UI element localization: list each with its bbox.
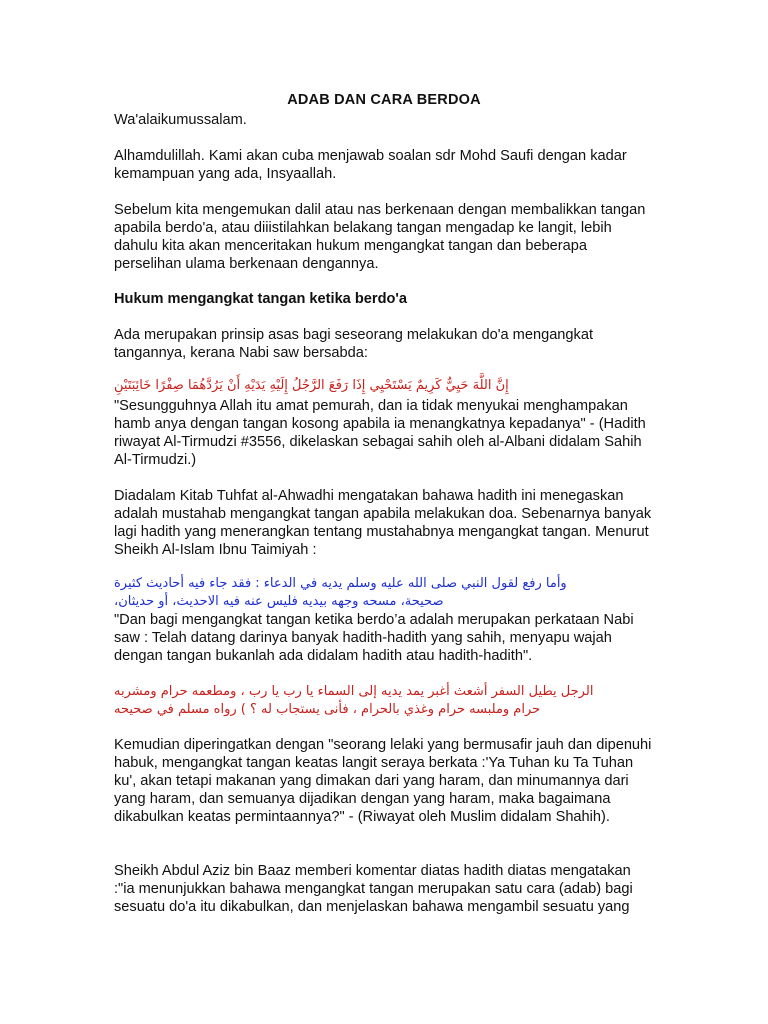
arabic-hadith-3 [114,683,654,719]
arabic-hadith-3-line-1: الرجل يطيل السفر أشعث أغبر يمد يديه إلى السماء يا رب يا رب ، ومطعمه حرام ومشربه [114,684,594,699]
translation-1 [114,397,654,469]
paragraph-1 [114,201,654,273]
paragraph-5 [114,862,654,916]
paragraph-4-text: Kemudian diperingatkan dengan "seorang lelaki yang bermusafir jauh dan dipenuhi habuk, mengangkat tangan keatas langit seraya berkata :'Ya Tuhan ku Ta Tuhan ku', akan tetapi makanan yang dimakan dari yang haram, dan minumannya dari yang haram, dan semuanya dijadikan dengan yang haram, maka bagaimana dikabulkan keatas permintaannya?" - (Riwayat oleh Muslim didalam Shahih). [114,737,652,825]
arabic-hadith-1 [114,377,654,395]
paragraph-5-text: Sheikh Abdul Aziz bin Baaz memberi komentar diatas hadith diatas mengatakan :"ia menunjukkan bahawa mengangkat tangan merupakan satu cara (adab) bagi sesuatu do'a itu dikabulkan, dan menjelaskan bahawa mengambil sesuatu yang [114,863,633,915]
paragraph-1-text: Sebelum kita mengemukan dalil atau nas berkenaan dengan membalikkan tangan apabila berdo'a, atau diiistilahkan belakang tangan mengadap ke langit, lebih dahulu kita akan menceritakan hukum mengangkat tangan dan beberapa perselihan ulama berkenaan dengannya. [114,202,646,272]
paragraph-4 [114,736,654,826]
paragraph-3-text: Diadalam Kitab Tuhfat al-Ahwadhi mengatakan bahawa hadith ini menegaskan adalah mustahab mengangkat tangan apabila melakukan doa. Sebenarnya banyak lagi hadith yang menerangkan tentang mustahabnya mengangkat tangan. Menurut Sheikh Al-Islam Ibnu Taimiyah : [114,488,652,558]
greeting-paragraph [114,111,654,129]
page-title: ADAB DAN CARA BERDOA [287,92,481,108]
intro-paragraph [114,147,654,183]
translation-1-text: "Sesungguhnya Allah itu amat pemurah, dan ia tidak menyukai menghampakan hamb anya dengan tangan kosong apabila ia menangkatnya kepadanya" - (Hadith riwayat Al-Tirmudzi #3556, dikelaskan sebagai sahih oleh al-Albani didalam Sahih Al-Tirmudzi.) [114,398,646,468]
translation-2 [114,611,654,665]
arabic-quote-2-line-1: وأما رفع لقول النبي صلى الله عليه وسلم يديه في الدعاء : فقد جاء فيه أحاديث كثيرة [114,576,567,591]
arabic-quote-2 [114,575,654,611]
paragraph-2 [114,326,654,362]
paragraph-3 [114,487,654,559]
arabic-quote-2-line-2: صحيحة، مسحه وجهه بيديه فليس عنه فيه الاحديث، أو حديثان، [114,594,444,609]
section-heading [114,290,654,308]
greeting-text: Wa'alaikumussalam. [114,112,247,128]
paragraph-2-text: Ada merupakan prinsip asas bagi seseorang melakukan do'a mengangkat tangannya, kerana Nabi saw bersabda: [114,327,594,361]
arabic-hadith-1-text: إِنَّ اللَّهَ حَيِيٌّ كَرِيمٌ يَسْتَحْيِي إِذَا رَفَعَ الرَّجُلُ إِلَيْهِ يَدَيْهِ أَنْ يَرُدَّهُمَا صِفْرًا خَائِبَتَيْنِ [114,378,509,393]
translation-2-text: "Dan bagi mengangkat tangan ketika berdo’a adalah merupakan perkataan Nabi saw : Telah datang darinya banyak hadith-hadith yang sahih, menyapu wajah dengan tangan bukanlah ada didalam hadith atau hadith-hadith". [114,612,634,664]
intro-text: Alhamdulillah. Kami akan cuba menjawab soalan sdr Mohd Saufi dengan kadar kemampuan yang ada, Insyaallah. [114,148,627,182]
arabic-hadith-3-line-2: حرام وملبسه حرام وغذي بالحرام ، فأنى يستجاب له ؟ ) رواه مسلم في صحيحه [114,702,541,717]
section-heading-text: Hukum mengangkat tangan ketika berdo'a [114,291,407,307]
